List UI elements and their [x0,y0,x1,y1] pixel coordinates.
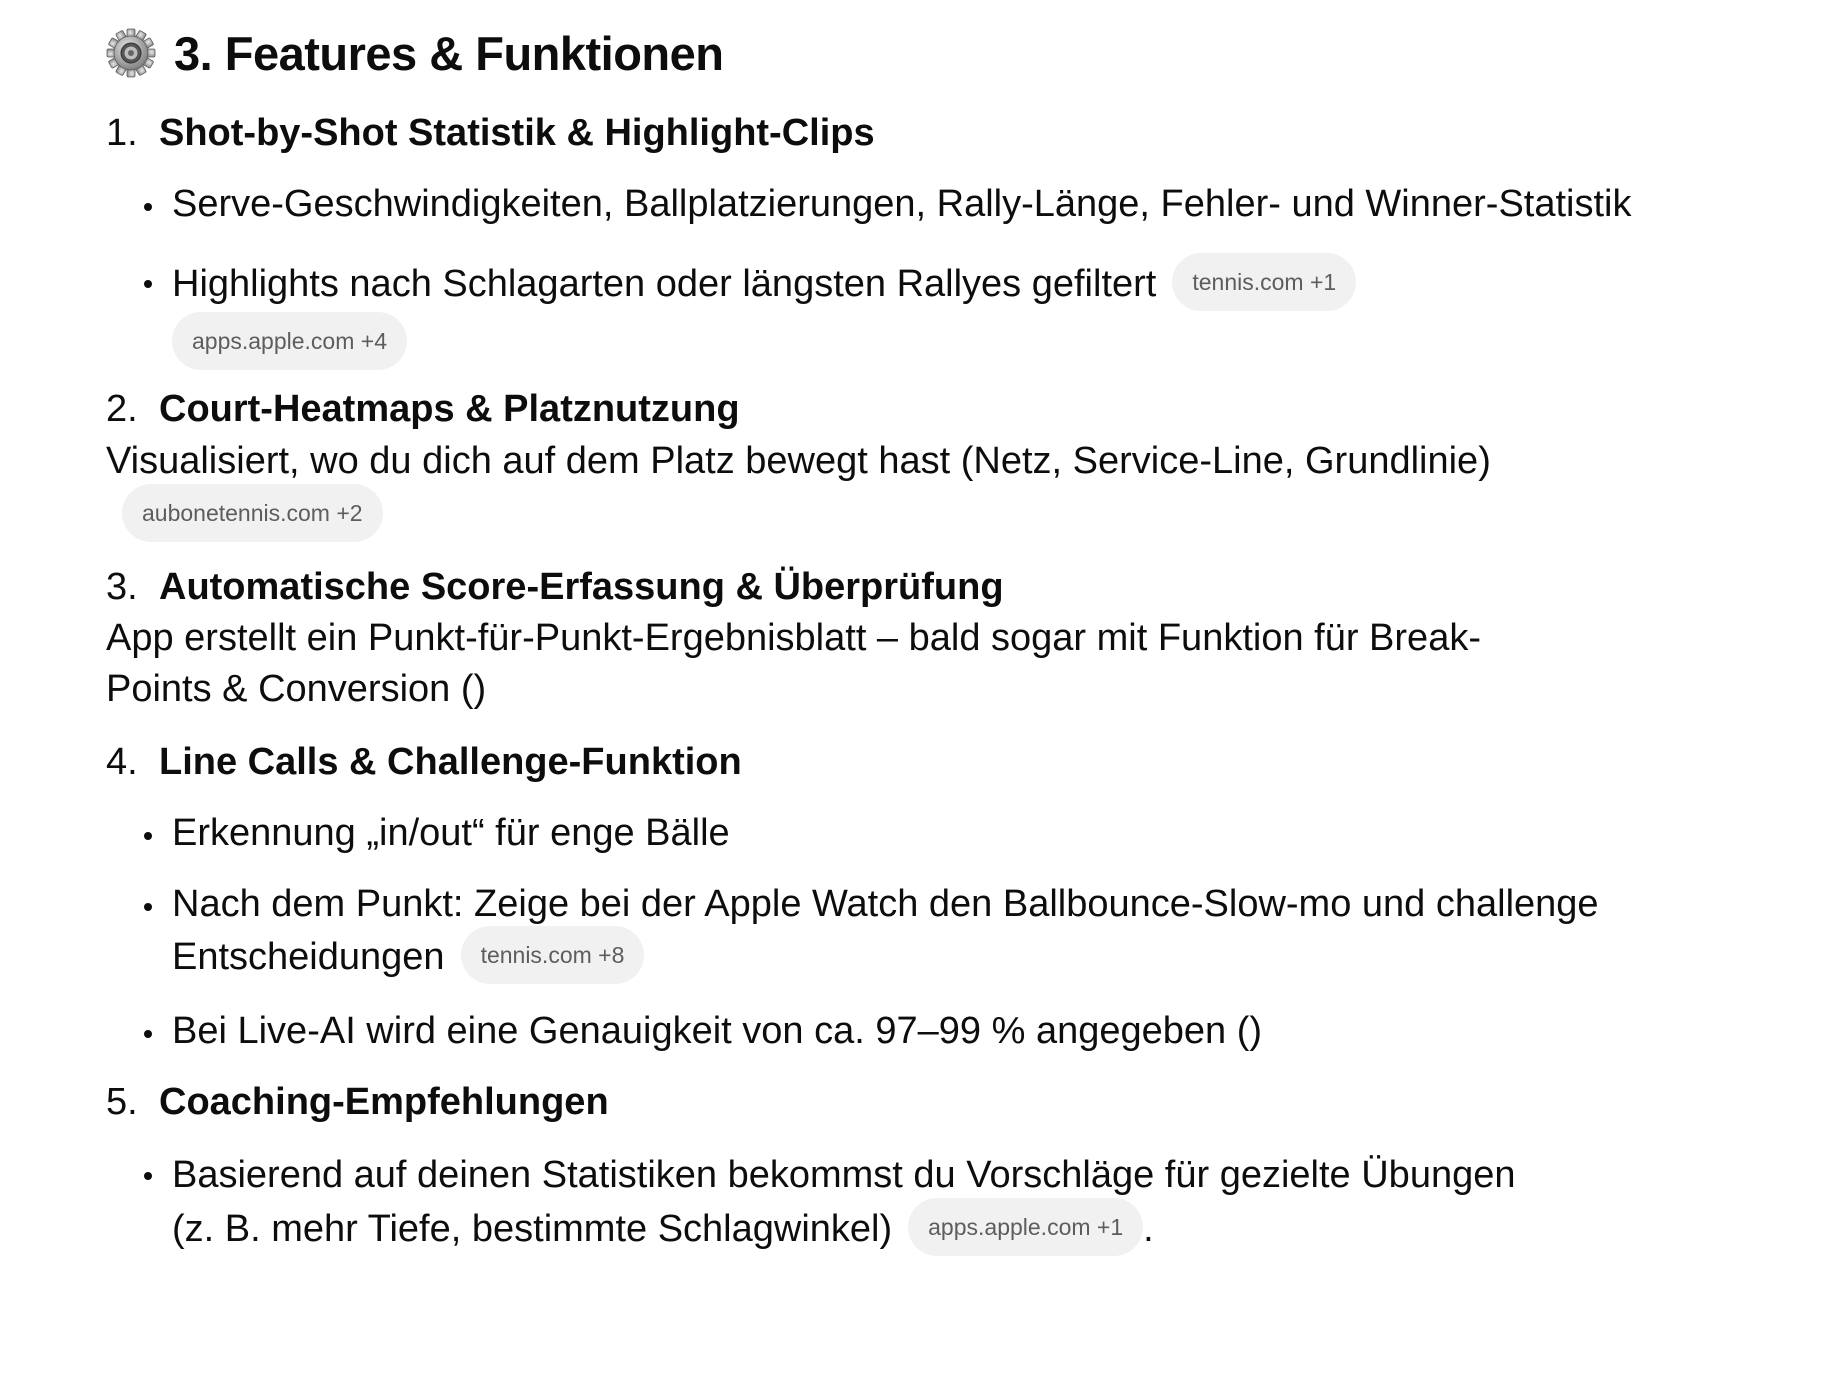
feature-section-2 [106,384,1706,546]
source-chip[interactable]: apps.apple.com +4 [172,312,407,370]
feature-section-1 [106,108,1706,374]
bullet-text: Basierend auf deinen Statistiken bekommst du Vorschläge für gezielte Übungen (z. B. mehr Tiefe, bestimmte Schlagwinkel) [172,1153,1516,1250]
bullet-text: Highlights nach Schlagarten oder längsten Rallyes gefiltert [172,263,1157,305]
gear-icon [106,28,156,78]
feature-section-4 [106,737,1706,1057]
list-item [106,179,1706,230]
section-title-text: Court-Heatmaps & Platznutzung [159,387,740,430]
source-chip[interactable]: tennis.com +8 [461,926,645,984]
feature-section-5 [106,1077,1706,1260]
list-item [106,256,1706,374]
list-item [106,1148,1552,1260]
bullet-text: Serve-Geschwindigkeiten, Ballplatzierungen, Rally-Länge, Fehler- und Winner-Statistik [172,183,1632,225]
bullet-list [106,1148,1706,1260]
source-chip[interactable]: apps.apple.com +1 [908,1198,1143,1256]
section-number: 5. [106,1080,138,1123]
section-number: 2. [106,387,138,430]
section-number: 4. [106,740,138,783]
section-title [106,562,1706,613]
bullet-text: Nach dem Punkt: Zeige bei der Apple Watch den Ballbounce-Slow-mo und challenge Entscheidungen [172,882,1599,978]
source-chip[interactable]: aubonetennis.com +2 [122,484,383,542]
bullet-text: Erkennung „in/out“ für enge Bälle [172,811,730,854]
feature-section-3 [106,562,1706,715]
section-title-text: Coaching-Empfehlungen [159,1080,609,1123]
list-item [106,1006,1706,1057]
list-item [106,879,1632,988]
description-text: App erstellt ein Punkt-für-Punkt-Ergebnisblatt – bald sogar mit Funktion für Break-Points & Conversion () [106,616,1481,710]
section-title [106,384,1706,435]
bullet-list [106,808,1706,1057]
source-chip[interactable]: tennis.com +1 [1172,253,1356,311]
description-text: Visualisiert, wo du dich auf dem Platz bewegt hast (Netz, Service-Line, Grundlinie) [106,439,1491,482]
section-heading [106,18,1706,88]
section-description [106,613,1566,715]
section-description [106,435,1506,546]
bullet-list [106,179,1706,374]
section-title [106,1077,1706,1128]
content [106,18,1706,1260]
section-title [106,108,1706,159]
section-title-text: Shot-by-Shot Statistik & Highlight-Clips [159,112,875,154]
section-number: 1. [106,112,138,154]
heading-text: 3. Features & Funktionen [174,26,724,80]
section-title [106,737,1706,788]
trailing-period: . [1143,1207,1154,1250]
section-title-text: Automatische Score-Erfassung & Überprüfung [159,565,1004,608]
section-number: 3. [106,565,138,608]
list-item [106,808,1706,859]
section-title-text: Line Calls & Challenge-Funktion [159,740,742,783]
bullet-text: Bei Live-AI wird eine Genauigkeit von ca. 97–99 % angegeben () [172,1009,1263,1052]
